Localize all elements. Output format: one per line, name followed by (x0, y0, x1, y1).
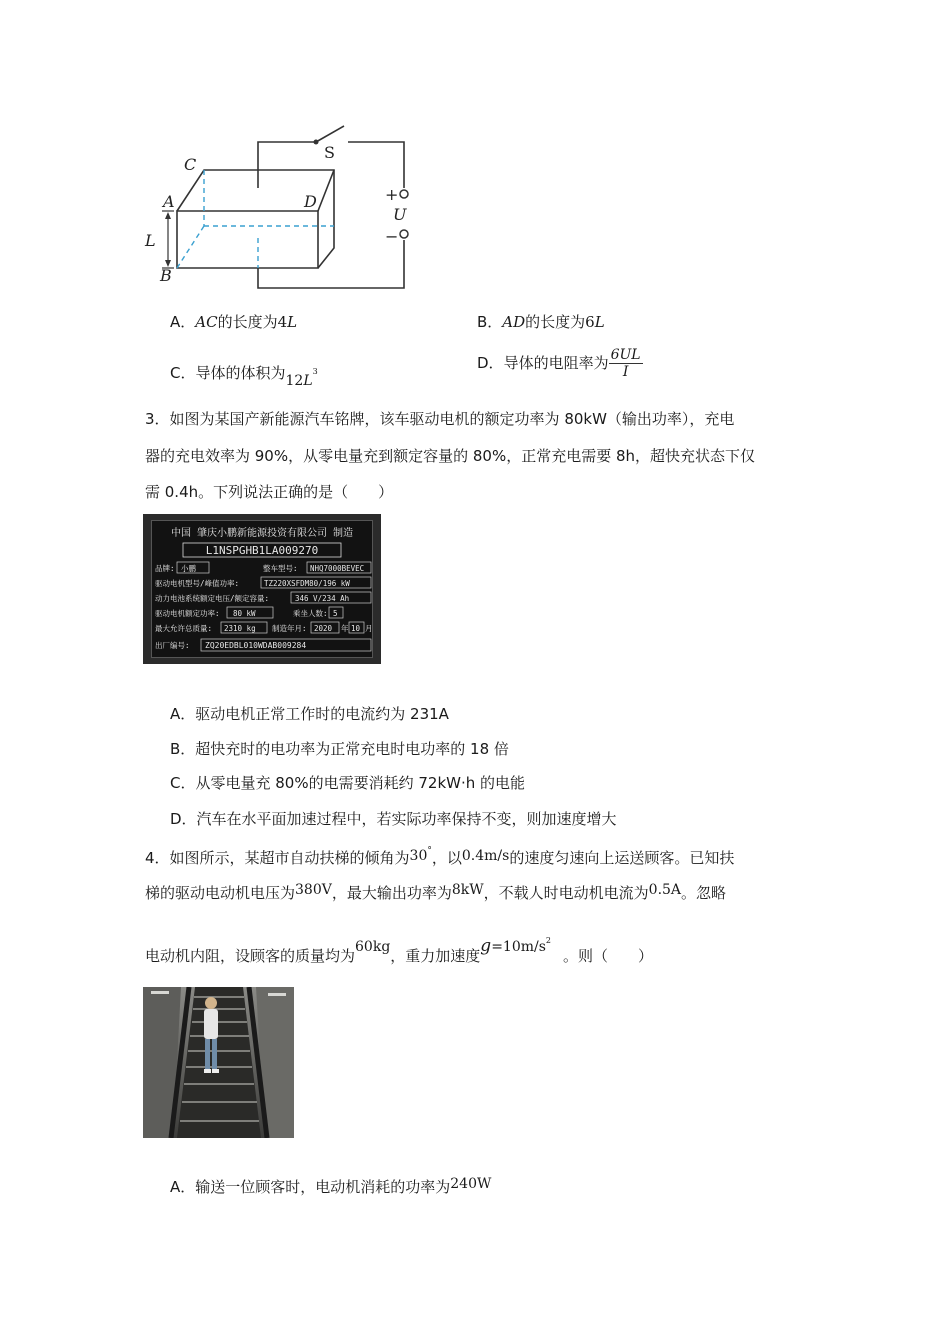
resistivity-fraction: $\frac{6UL}{I}$ (610, 347, 641, 380)
label-l: L (145, 231, 156, 250)
nameplate-manufacturer: 中国 肇庆小鹏新能源投资有限公司 制造 (170, 528, 354, 539)
nameplate-mass: 2310 kg (224, 624, 256, 633)
svg-text:驱动电机额定功率:: 驱动电机额定功率: (155, 609, 220, 618)
nameplate-seats: 5 (333, 609, 338, 618)
nameplate-battery: 346 V/234 Ah (295, 594, 350, 603)
label-b: B (160, 266, 172, 285)
q3-stem-line1: 3．如图为某国产新能源汽车铭牌，该车驱动电机的额定功率为 80kW（输出功率），充电 (145, 410, 735, 428)
vehicle-nameplate-photo (143, 514, 381, 664)
escalator-photo (143, 987, 294, 1138)
conductor-circuit-diagram (140, 118, 430, 298)
nameplate-rated-power: 80 kW (233, 609, 256, 618)
q4-stem-line1: 4．如图所示，某超市自动扶梯的倾角为30°，以0.4m/s的速度匀速向上运送顾客。已知扶 (145, 846, 735, 867)
q4-option-a: A．输送一位顾客时，电动机消耗的功率为240W (170, 1176, 492, 1196)
nameplate-year: 2020 (314, 624, 333, 633)
nameplate-brand: 小鹏 (181, 564, 196, 573)
svg-text:驱动电机型号/峰值功率:: 驱动电机型号/峰值功率: (155, 579, 240, 588)
q3-stem-line3: 需 0.4h。下列说法正确的是（ ） (145, 483, 394, 501)
label-plus: + (385, 185, 399, 204)
label-minus: − (385, 227, 399, 246)
svg-text:出厂编号:: 出厂编号: (155, 641, 190, 650)
nameplate-serial: ZQ20EDBL010WDAB009284 (205, 641, 307, 650)
q2-option-c: C．导体的体积为$12L^3$ (170, 364, 318, 389)
q4-stem-line2: 梯的驱动电动机电压为380V，最大输出功率为8kW，不载人时电动机电流为0.5A。忽略 (145, 882, 727, 902)
svg-text:最大允许总质量:: 最大允许总质量: (155, 624, 213, 633)
svg-text:制造年月:: 制造年月: (272, 624, 307, 633)
svg-text:动力电池系统额定电压/额定容量:: 动力电池系统额定电压/额定容量: (155, 594, 270, 603)
svg-text:月: 月 (365, 624, 373, 633)
label-a: A (163, 192, 175, 211)
svg-text:整车型号:: 整车型号: (263, 564, 298, 573)
q3-stem-line2: 器的充电效率为 90%，从零电量充到额定容量的 80%，正常充电需要 8h，超快充状态下仅 (145, 447, 756, 465)
nameplate-month: 10 (351, 624, 361, 633)
q3-option-c: C．从零电量充 80%的电需要消耗约 72kW·h 的电能 (170, 774, 525, 792)
q3-option-b: B．超快充时的电功率为正常充电时电功率的 18 倍 (170, 740, 509, 758)
nameplate-motor: TZ220XSFDM80/196 kW (264, 579, 350, 588)
label-u: U (393, 205, 407, 224)
q3-option-a: A．驱动电机正常工作时的电流约为 231A (170, 705, 449, 723)
nameplate-model: NHQ7000BEVEC (310, 564, 365, 573)
label-switch: S (324, 143, 335, 162)
svg-text:品牌:: 品牌: (155, 564, 175, 573)
label-d: D (304, 192, 317, 211)
svg-text:乘坐人数:: 乘坐人数: (293, 609, 328, 618)
q4-stem-line3: 电动机内阻，设顾客的质量均为60kg，重力加速度$g=10m/s^2$。则（ ） (145, 936, 654, 965)
q2-option-d: D．导体的电阻率为 $\frac{6UL}{I}$ (477, 347, 641, 380)
q3-option-d: D．汽车在水平面加速过程中，若实际功率保持不变，则加速度增大 (170, 810, 617, 828)
q2-option-a: A．AC的长度为4L (170, 313, 298, 331)
q2-option-b: B．AD的长度为6L (477, 313, 605, 331)
label-c: C (184, 155, 197, 174)
svg-text:年: 年 (341, 624, 349, 633)
nameplate-vin: L1NSPGHB1LA009270 (205, 544, 319, 557)
